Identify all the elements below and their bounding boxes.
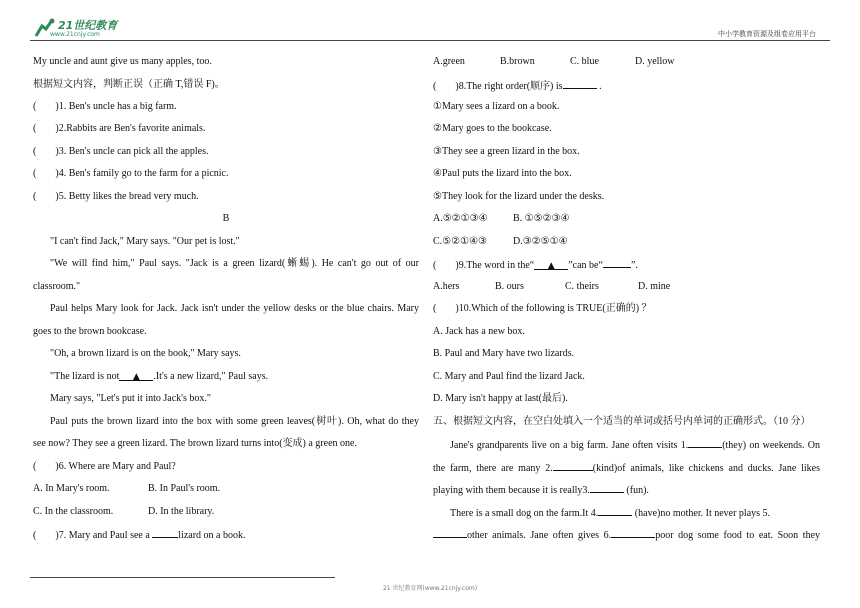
story-para-3b: goes to the brown bookcase. bbox=[33, 326, 147, 337]
question-8: ( )8.The right order(顺序) is . bbox=[433, 81, 602, 92]
logo-text: 21世纪教育 bbox=[58, 19, 118, 32]
question-6-options-cd: C. In the classroom. D. In the library. bbox=[33, 506, 215, 517]
tf-item-3: ( )3. Ben's uncle can pick all the apples. bbox=[33, 146, 209, 157]
question-10-option-c: C. Mary and Paul find the lizard Jack. bbox=[433, 371, 585, 382]
question-10: ( )10.Which of the following is TRUE(正确的) ？ bbox=[433, 303, 652, 314]
story-para-1: "I can't find Jack," Mary says. "Our pet is lost." bbox=[50, 236, 240, 247]
fill-line-1: Jane's grandparents live on a big farm. Jane often visits 1. (they) on weekends. On bbox=[450, 440, 820, 451]
question-8-options-cd: C.⑤②①④③ D.③②⑤①④ bbox=[433, 236, 568, 247]
tf-item-4: ( )4. Ben's family go to the farm for a picnic. bbox=[33, 168, 229, 179]
order-item-2: ②Mary goes to the bookcase. bbox=[433, 123, 552, 134]
tf-item-1: ( )1. Ben's uncle has a big farm. bbox=[33, 101, 177, 112]
question-9-options: A.hers B. ours C. theirs D. mine bbox=[433, 281, 671, 292]
question-8-options-ab: A.⑤②①③④ B. ①⑤②③④ bbox=[433, 213, 570, 224]
question-7: ( )7. Mary and Paul see a lizard on a book. bbox=[33, 530, 246, 541]
story-para-7a: Paul puts the brown lizard into the box with some green leaves(树叶). Oh, what do they bbox=[50, 416, 419, 427]
story-para-7b: see now? They see a green lizard. The brown lizard turns into(变成) a green one. bbox=[33, 438, 357, 449]
story-para-2b: classroom." bbox=[33, 281, 81, 292]
story-para-3a: Paul helps Mary look for Jack. Jack isn't under the yellow desks or the blue chairs. Mary bbox=[50, 303, 419, 314]
question-10-option-a: A. Jack has a new box. bbox=[433, 326, 525, 337]
question-9: ( )9.The word in the“ ▲ ”can be“ ”. bbox=[433, 260, 638, 271]
blank-mark: ▲ bbox=[119, 371, 153, 381]
header-right-text: 中小学教育资源及组卷应用平台 bbox=[718, 30, 816, 38]
section-5-heading: 五、根据短文内容，在空白处填入一个适当的单词或括号内单词的正确形式。（10 分） bbox=[433, 416, 811, 427]
section-b-heading: B bbox=[222, 213, 230, 224]
instruction-line: 根据短文内容，判断正误（正确 T,错误 F)。 bbox=[33, 79, 225, 90]
fill-line-2: the farm, there are many 2. (kind)of animals, like chickens and ducks. Jane likes bbox=[433, 463, 820, 474]
header-divider bbox=[30, 40, 830, 41]
order-item-4: ④Paul puts the lizard into the box. bbox=[433, 168, 572, 179]
fill-line-3: playing with them because it is really3. (fun). bbox=[433, 485, 649, 496]
question-6-options-ab: A. In Mary's room. B. In Paul's room. bbox=[33, 483, 221, 494]
question-6: ( )6. Where are Mary and Paul? bbox=[33, 461, 176, 472]
story-para-5: "The lizard is not ▲ .It's a new lizard," Paul says. bbox=[50, 371, 269, 382]
fill-line-5: other animals. Jane often gives 6. poor dog some food to eat. Soon they bbox=[433, 528, 820, 542]
fill-line-4: There is a small dog on the farm.It 4. (have)no mother. It never plays 5. bbox=[450, 508, 771, 519]
order-item-1: ①Mary sees a lizard on a book. bbox=[433, 101, 560, 112]
tf-item-2: ( )2.Rabbits are Ben's favorite animals. bbox=[33, 123, 206, 134]
story-para-4: "Oh, a brown lizard is on the book," Mary says. bbox=[50, 348, 241, 359]
order-item-5: ⑤They look for the lizard under the desks. bbox=[433, 191, 605, 202]
site-logo bbox=[30, 16, 150, 40]
footer-divider bbox=[30, 577, 335, 578]
question-7-options: A.green B.brown C. blue D. yellow bbox=[433, 56, 675, 67]
story-para-2a: "We will find him," Paul says. "Jack is a green lizard(蜥蜴). He can't go out of our bbox=[50, 258, 419, 269]
logo-subtext: www.21cnjy.com bbox=[50, 31, 100, 38]
story-para-6: Mary says, "Let's put it into Jack's box." bbox=[50, 393, 211, 404]
order-item-3: ③They see a green lizard in the box. bbox=[433, 146, 580, 157]
intro-line: My uncle and aunt give us many apples, too. bbox=[33, 56, 212, 67]
footer-text: 21 世纪教育网(www.21cnjy.com) bbox=[382, 585, 478, 592]
question-10-option-b: B. Paul and Mary have two lizards. bbox=[433, 348, 575, 359]
tf-item-5: ( )5. Betty likes the bread very much. bbox=[33, 191, 199, 202]
question-10-option-d: D. Mary isn't happy at last(最后). bbox=[433, 393, 568, 404]
